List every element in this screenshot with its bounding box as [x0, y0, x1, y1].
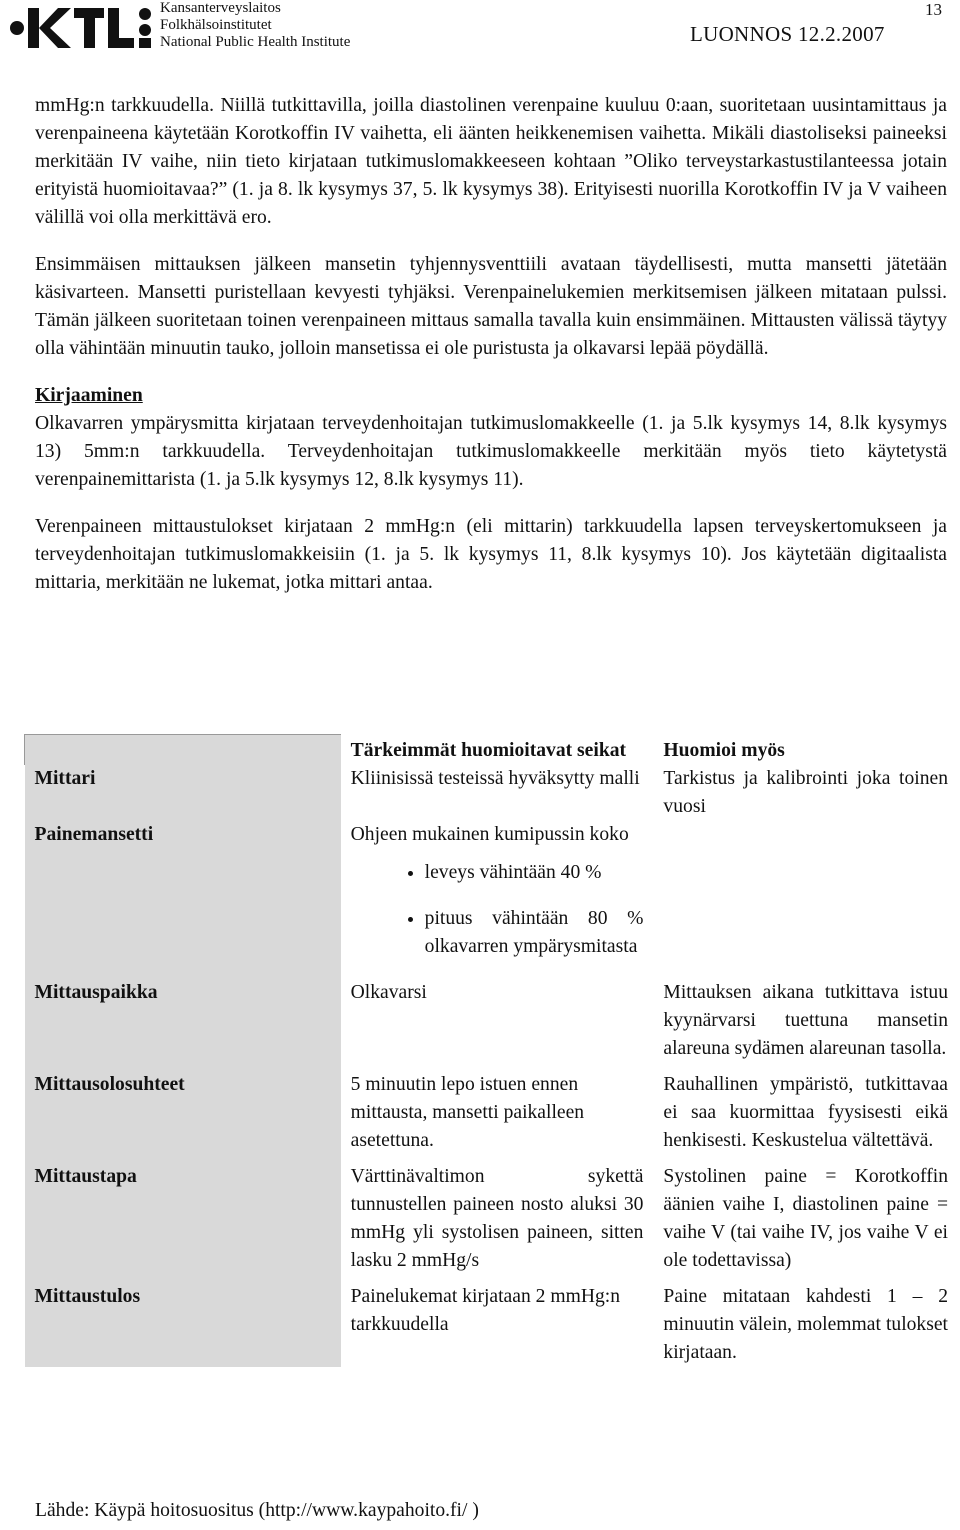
institute-name-sv: Folkhälsoinstitutet: [160, 17, 272, 33]
paragraph: Ensimmäisen mittauksen jälkeen mansetin tyhjennysventtiili avataan täydellisesti, mutta mansetti jätetään käsivarteen. Mansetti puristellaan kevyesti tyhjäksi. Verenpainelukemien merkitsemisen jälkeen mitataan pulssi. Tämän jälkeen suoritetaan toinen verenpaineen mittaus samalla tavalla kuin ensimmäinen. Mittausten välissä täytyy olla vähintään minuutin tauko, jolloin mansetissa ei ole puristusta ja olkavarsi lepää pöydällä.: [35, 254, 947, 359]
institute-name-fi: Kansanterveyslaitos: [160, 0, 281, 16]
measurement-table: [24, 734, 958, 1367]
row-main: Olkavarsi: [350, 981, 427, 1003]
section-heading: Kirjaaminen: [35, 385, 143, 406]
table-row: [25, 1071, 959, 1155]
row-main: Ohjeen mukainen kumipussin koko: [350, 823, 629, 845]
table-row: [25, 1283, 959, 1367]
table-row: [25, 979, 959, 1063]
document-body: [35, 92, 947, 616]
row-main: 5 minuutin lepo istuen ennen mittausta, mansetti paikalleen asetettuna.: [350, 1073, 585, 1151]
row-label: Painemansetti: [25, 821, 341, 979]
table-header-note: Huomioi myös: [663, 739, 785, 761]
row-note: [653, 821, 958, 979]
paragraph: Olkavarren ympärysmitta kirjataan terveydenhoitajan tutkimuslomakkeelle (1. ja 5.lk kysymys 14, 8.lk kysymys 13) 5mm:n tarkkuudella. Terveydenhoitajan tutkimuslomakkeelle merkitään myös tieto käytetystä verenpainemittarista (1. ja 5.lk kysymys 12, 8.lk kysymys 11).: [35, 413, 947, 490]
page-header: [0, 0, 960, 80]
table-row: [25, 821, 959, 979]
bullet-list: [351, 859, 644, 961]
page-number: 13: [925, 0, 942, 19]
row-main: Painelukemat kirjataan 2 mmHg:n tarkkuudella: [350, 1285, 621, 1335]
table-header-empty: [25, 735, 341, 765]
draft-label: LUONNOS 12.2.2007: [690, 22, 885, 46]
row-note: Paine mitataan kahdesti 1 – 2 minuutin välein, molemmat tulokset kirjataan.: [663, 1285, 948, 1363]
institute-names: [160, 0, 350, 51]
row-note: Systolinen paine = Korotkoffin äänien vaihe I, diastolinen paine = vaihe V (tai vaihe IV, jos vaihe V ei ole todettavissa): [663, 1165, 948, 1271]
paragraph: Verenpaineen mittaustulokset kirjataan 2 mmHg:n (eli mittarin) tarkkuudella lapsen terveyskertomukseen ja terveydenhoitajan tutkimuslomakkeisiin (1. ja 5. lk kysymys 11, 8.lk kysymys 10). Jos käytetään digitaalista mittaria, merkitään ne lukemat, jotka mittari antaa.: [35, 516, 947, 593]
list-item: • leveys vähintään 40 %: [425, 859, 644, 887]
source-reference: Lähde: Käypä hoitosuositus (http://www.kaypahoito.fi/ ): [35, 1500, 479, 1521]
row-main-cell: [341, 821, 654, 979]
row-note: Mittauksen aikana tutkittava istuu kyynärvarsi tuettuna mansetin alareuna sydämen alareunan tasolla.: [663, 981, 948, 1059]
row-note: Tarkistus ja kalibrointi joka toinen vuosi: [663, 767, 948, 817]
row-label: Mittauspaikka: [25, 979, 341, 1063]
paragraph: mmHg:n tarkkuudella. Niillä tutkittavilla, joilla diastolinen verenpaine kuuluu 0:aan, suoritetaan uusintamittaus ja verenpaineena käytetään Korotkoffin IV vaihetta, eli äänten heikkenemisen vaihetta. Mikäli diastoliseksi paineeksi merkitään IV vaihe, niin tieto kirjataan tutkimuslomakkeeseen kohtaan ”Oliko terveystarkastustilanteessa jotain erityistä huomioitavaa?” (1. ja 8. lk kysymys 37, 5. lk kysymys 38). Erityisesti nuorilla Korotkoffin IV ja V vaiheen välillä voi olla merkittävä ero.: [35, 95, 947, 228]
row-label: Mittaustulos: [25, 1283, 341, 1367]
list-item: • pituus vähintään 80 % olkavarren ympärysmitasta: [425, 905, 644, 961]
row-label: Mittausolosuhteet: [25, 1071, 341, 1155]
row-note: Rauhallinen ympäristö, tutkittavaa ei saa kuormittaa fyysisesti eikä henkisesti. Keskustelua vältettävä.: [663, 1073, 948, 1151]
row-main: Värttinävaltimon sykettä tunnustellen paineen nosto aluksi 30 mmHg yli systolisen paineen, sitten lasku 2 mmHg/s: [350, 1165, 644, 1271]
ktl-logo: [8, 4, 156, 52]
row-label: Mittari: [25, 765, 341, 821]
row-label: Mittaustapa: [25, 1163, 341, 1275]
table-row: [25, 1163, 959, 1275]
row-main: Kliinisissä testeissä hyväksytty malli: [350, 767, 640, 789]
institute-name-en: National Public Health Institute: [160, 34, 351, 50]
table-header-main: Tärkeimmät huomioitavat seikat: [350, 739, 627, 761]
table-header-row: [25, 735, 959, 765]
table-row: [25, 765, 959, 821]
